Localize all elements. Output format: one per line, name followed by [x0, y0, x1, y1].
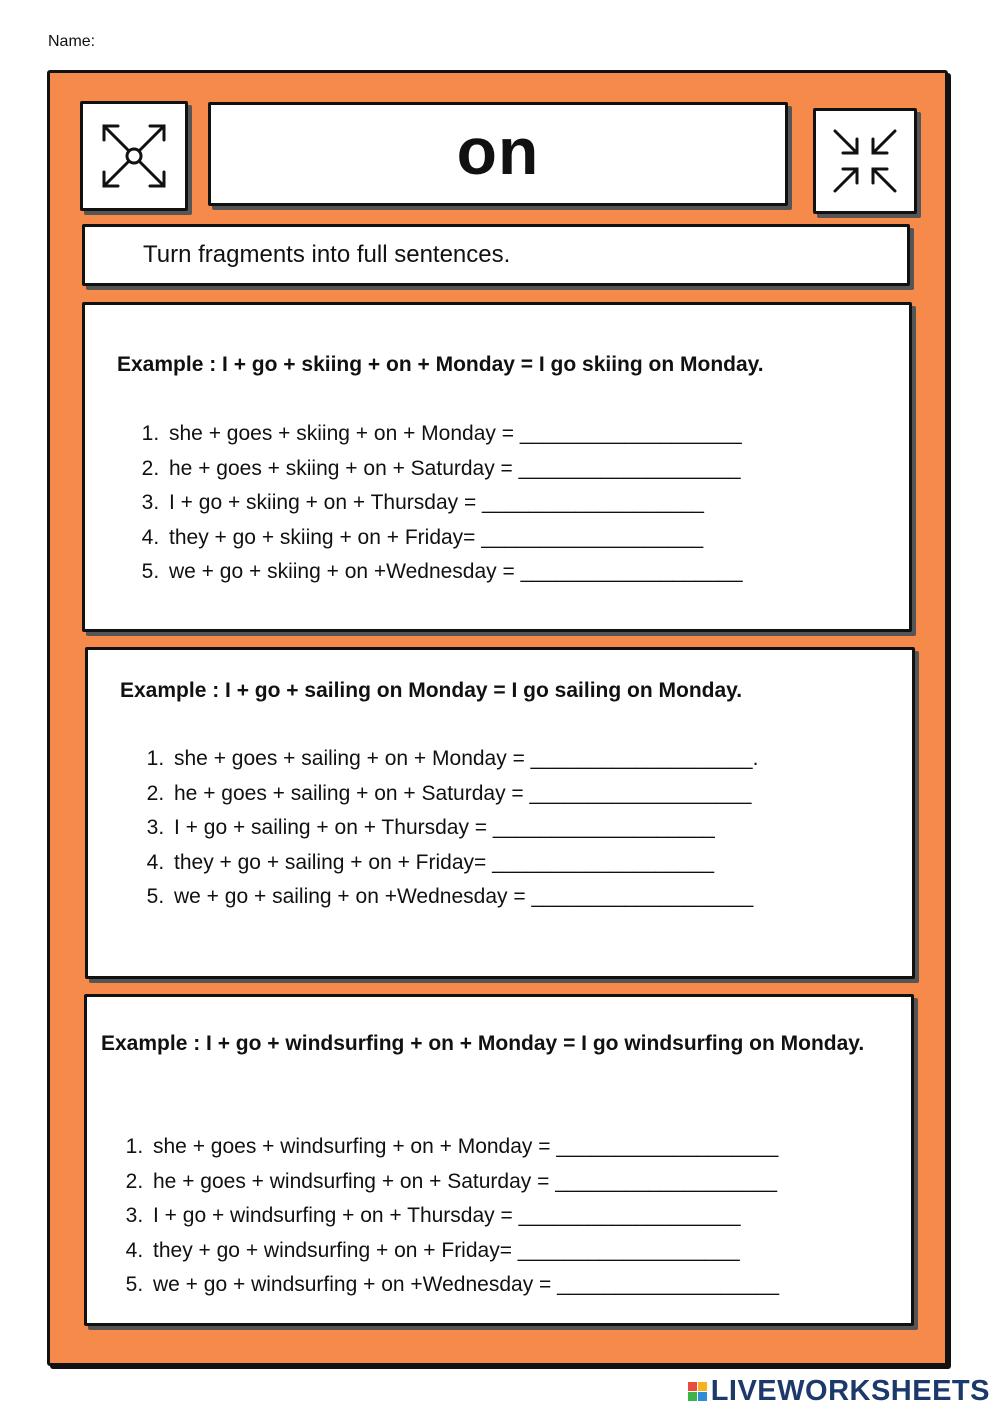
instruction-box	[82, 224, 910, 286]
exercise-section-sailing	[85, 647, 915, 979]
list-item: 3. I + go + windsurfing + on + Thursday = ___________________	[149, 1199, 779, 1234]
list-item: 4. they + go + sailing + on + Friday= ___________________	[170, 846, 758, 881]
example-sentence: Example : I + go + windsurfing + on + Monday = I go windsurfing on Monday.	[101, 1032, 865, 1055]
liveworksheets-logo-icon	[688, 1382, 707, 1401]
list-item: 3. I + go + skiing + on + Thursday = ___________________	[165, 486, 743, 521]
collapse-icon-box	[813, 108, 917, 214]
exercise-list	[140, 742, 758, 915]
list-item: 1. she + goes + sailing + on + Monday = ___________________.	[170, 742, 758, 777]
list-item: 3. I + go + sailing + on + Thursday = ___________________	[170, 811, 758, 846]
list-item: 5. we + go + sailing + on +Wednesday = ___________________	[170, 880, 758, 915]
list-item: 1. she + goes + windsurfing + on + Monday = ___________________	[149, 1130, 779, 1165]
list-item: 4. they + go + windsurfing + on + Friday= ___________________	[149, 1234, 779, 1269]
collapse-arrows-icon	[825, 121, 905, 201]
list-item: 1. she + goes + skiing + on + Monday = ___________________	[165, 417, 743, 452]
list-item: 2. he + goes + skiing + on + Saturday = ___________________	[165, 452, 743, 487]
exercise-section-windsurfing	[84, 994, 914, 1326]
exercise-list	[119, 1130, 779, 1303]
list-item: 5. we + go + windsurfing + on +Wednesday = ___________________	[149, 1268, 779, 1303]
list-item: 4. they + go + skiing + on + Friday= ___________________	[165, 521, 743, 556]
exercise-section-skiing	[82, 302, 912, 632]
list-item: 2. he + goes + sailing + on + Saturday = ___________________	[170, 777, 758, 812]
expand-arrows-icon	[94, 116, 174, 196]
expand-icon-box	[80, 101, 188, 211]
exercise-list	[135, 417, 743, 590]
watermark-text: LIVEWORKSHEETS	[710, 1375, 990, 1407]
list-item: 5. we + go + skiing + on +Wednesday = ___________________	[165, 555, 743, 590]
example-sentence: Example : I + go + sailing on Monday = I go sailing on Monday.	[120, 679, 743, 702]
list-item: 2. he + goes + windsurfing + on + Saturday = ___________________	[149, 1165, 779, 1200]
page-title: on	[456, 114, 540, 188]
title-box	[208, 102, 788, 206]
instruction-text: Turn fragments into full sentences.	[143, 241, 511, 268]
example-sentence: Example : I + go + skiing + on + Monday = I go skiing on Monday.	[117, 353, 764, 376]
name-label: Name:	[48, 33, 96, 50]
liveworksheets-watermark	[688, 1375, 990, 1408]
